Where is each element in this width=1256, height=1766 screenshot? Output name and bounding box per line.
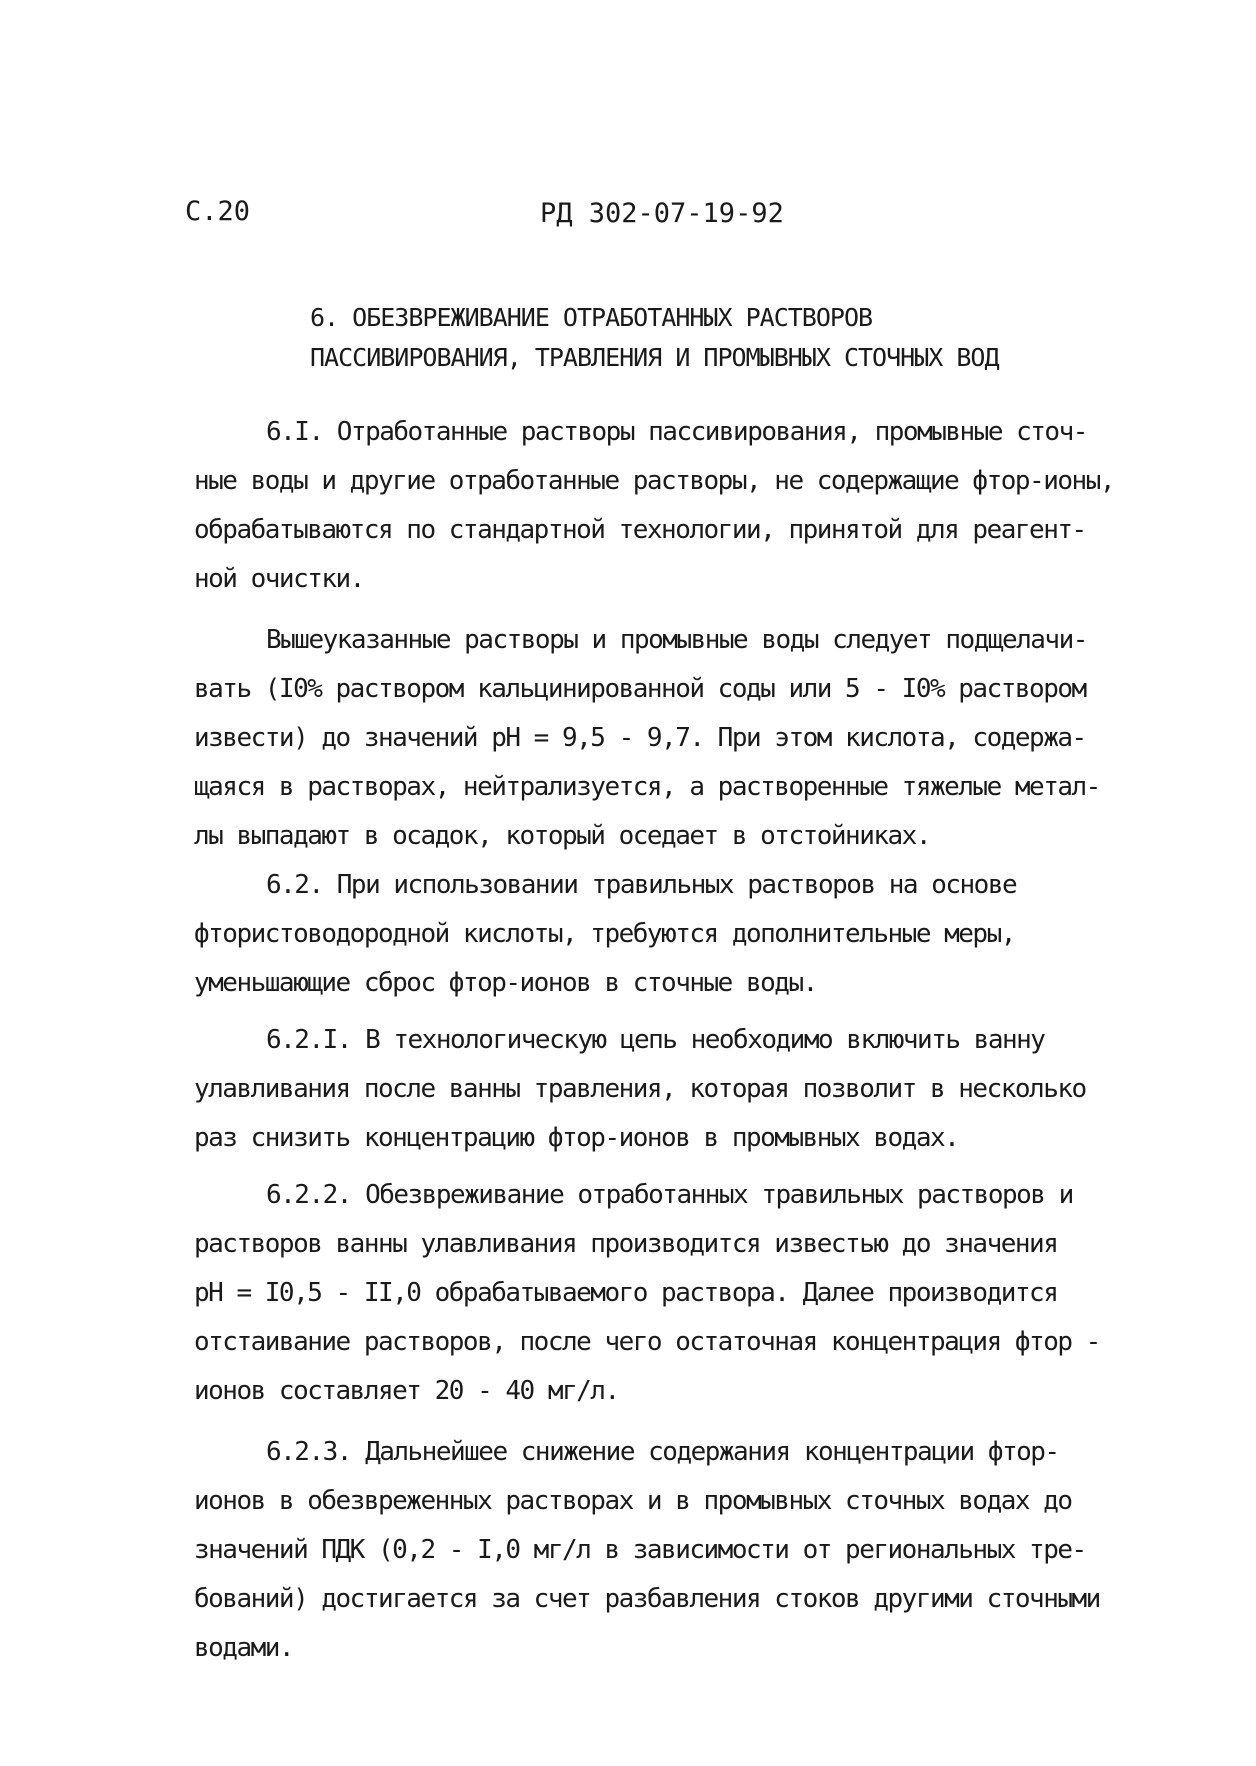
text-line: отстаивание растворов, после чего остаточная концентрация фтор -	[194, 1327, 1100, 1357]
text-line: извести) до значений pH = 9,5 - 9,7. При этом кислота, содержа-	[194, 723, 1086, 753]
text-line: вать (I0% раствором кальцинированной соды или 5 - I0% раствором	[194, 674, 1086, 704]
text-line: ные воды и другие отработанные растворы, не содержащие фтор-ионы,	[194, 466, 1114, 496]
text-line: лы выпадают в осадок, который оседает в отстойниках.	[194, 821, 930, 851]
section-title	[310, 298, 999, 378]
text-line: pH = I0,5 - II,0 обрабатываемого раствора. Далее производится	[194, 1278, 1058, 1308]
text-line: обрабатываются по стандартной технологии, принятой для реагент-	[194, 515, 1086, 545]
paragraph-6-2-2	[194, 1171, 1214, 1416]
text-line: ионов в обезвреженных растворах и в промывных сточных водах до	[194, 1486, 1072, 1516]
page-number: С.20	[185, 196, 251, 227]
text-line: 6.2. При использовании травильных растворов на основе	[266, 870, 1017, 900]
text-line: 6.2.3. Дальнейшее снижение содержания концентрации фтор-	[266, 1437, 1059, 1467]
text-line: значений ПДК (0,2 - I,0 мг/л в зависимости от региональных тре-	[194, 1535, 1086, 1565]
text-line: ной очистки.	[194, 564, 364, 594]
text-line: 6.I. Отработанные растворы пассивирования, промывные сточ-	[266, 417, 1087, 447]
paragraph-6-2-3	[194, 1428, 1214, 1673]
paragraph-6-1	[194, 408, 1214, 604]
section-title-line-1: 6. ОБЕЗВРЕЖИВАНИЕ ОТРАБОТАННЫХ РАСТВОРОВ	[310, 303, 873, 332]
paragraph-6-1-continued	[194, 616, 1214, 861]
text-line: фтористоводородной кислоты, требуются дополнительные меры,	[194, 919, 1015, 949]
text-line: растворов ванны улавливания производится известью до значения	[194, 1229, 1058, 1259]
section-title-line-2: ПАССИВИРОВАНИЯ, ТРАВЛЕНИЯ И ПРОМЫВНЫХ СТОЧНЫХ ВОД	[310, 343, 999, 372]
text-line: уменьшающие сброс фтор-ионов в сточные воды.	[194, 968, 817, 998]
text-line: 6.2.I. В технологическую цепь необходимо включить ванну	[266, 1025, 1045, 1055]
text-line: щаяся в растворах, нейтрализуется, а растворенные тяжелые метал-	[194, 772, 1100, 802]
paragraph-6-2-1	[194, 1016, 1214, 1163]
text-line: водами.	[194, 1633, 294, 1663]
text-line: 6.2.2. Обезвреживание отработанных травильных растворов и	[266, 1180, 1073, 1210]
text-line: ионов составляет 20 - 40 мг/л.	[194, 1376, 619, 1406]
paragraph-6-2	[194, 861, 1214, 1008]
body-text	[194, 408, 1214, 1673]
text-line: бований) достигается за счет разбавления стоков другими сточными	[194, 1584, 1100, 1614]
text-line: Вышеуказанные растворы и промывные воды следует подщелачи-	[266, 625, 1087, 655]
text-line: раз снизить концентрацию фтор-ионов в промывных водах.	[194, 1123, 959, 1153]
text-line: улавливания после ванны травления, которая позволит в несколько	[194, 1074, 1086, 1104]
document-code: РД 302-07-19-92	[540, 198, 784, 229]
